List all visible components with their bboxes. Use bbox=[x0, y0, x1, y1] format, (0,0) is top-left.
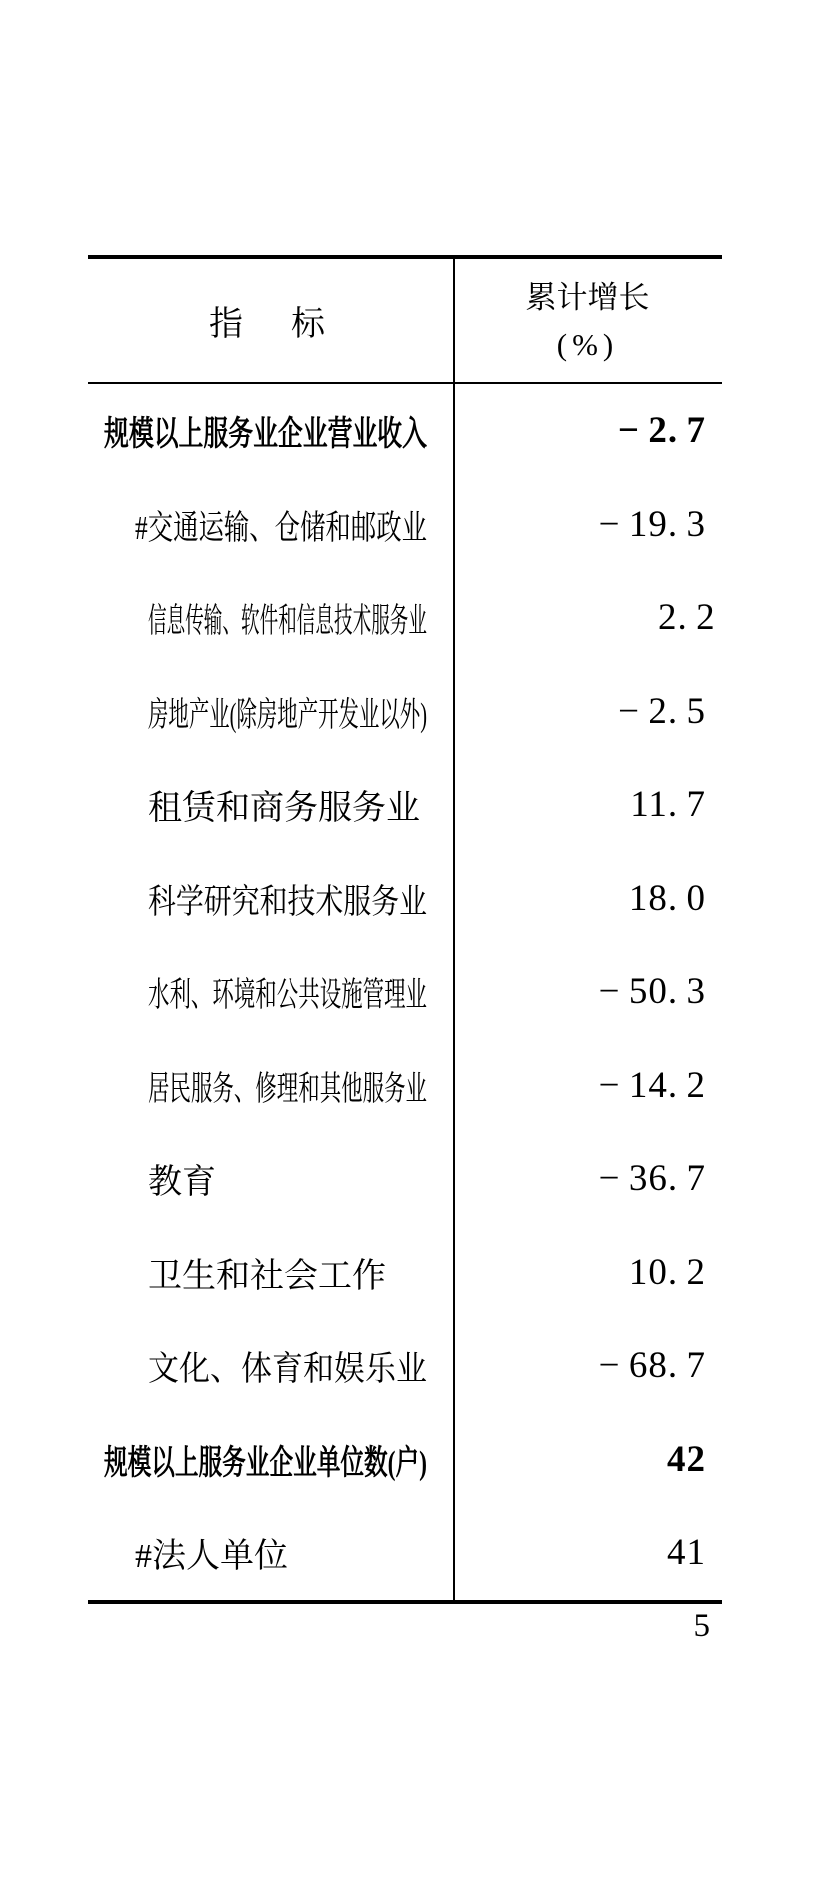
row-value: 41 bbox=[667, 1532, 706, 1574]
row-value: − 50. 3 bbox=[598, 971, 706, 1013]
table-row bbox=[88, 571, 722, 665]
table-row bbox=[88, 1039, 722, 1133]
row-label: 卫生和社会工作 bbox=[148, 1257, 386, 1295]
table-row bbox=[88, 1226, 722, 1320]
row-label: 规模以上服务业企业营业收入 bbox=[104, 416, 427, 454]
row-label: 房地产业(除房地产开发业以外) bbox=[148, 696, 427, 734]
table-header-row bbox=[88, 259, 722, 384]
row-value: 10. 2 bbox=[628, 1251, 706, 1293]
row-label: 文化、体育和娱乐业 bbox=[148, 1351, 427, 1389]
row-label: 居民服务、修理和其他服务业 bbox=[148, 1070, 427, 1108]
row-value: 42 bbox=[667, 1438, 706, 1480]
row-label: 教育 bbox=[148, 1164, 216, 1202]
row-label: 租赁和商务服务业 bbox=[148, 790, 420, 828]
header-growth-unit: (%) bbox=[556, 326, 619, 362]
table-row bbox=[88, 665, 722, 759]
row-value: − 14. 2 bbox=[598, 1064, 706, 1106]
row-value: 2. 2 bbox=[658, 597, 716, 639]
table-body bbox=[88, 384, 722, 1600]
row-value: − 2. 7 bbox=[617, 410, 706, 452]
page-number: 5 bbox=[693, 1608, 710, 1644]
indicator-table bbox=[88, 255, 722, 1604]
header-indicator-label: 指 标 bbox=[209, 306, 332, 343]
table-row bbox=[88, 1506, 722, 1600]
row-value: − 19. 3 bbox=[598, 503, 706, 545]
row-value: − 2. 5 bbox=[618, 690, 706, 732]
table-row bbox=[88, 852, 722, 946]
row-label: #法人单位 bbox=[135, 1538, 288, 1576]
row-value: − 36. 7 bbox=[598, 1158, 706, 1200]
row-label: 科学研究和技术服务业 bbox=[148, 883, 427, 921]
header-growth-label: 累计增长 bbox=[525, 279, 650, 315]
row-label: 水利、环境和公共设施管理业 bbox=[148, 977, 427, 1015]
row-value: 11. 7 bbox=[630, 784, 706, 826]
row-value: − 68. 7 bbox=[598, 1345, 706, 1387]
header-growth-cell bbox=[453, 259, 722, 382]
row-label: #交通运输、仓储和邮政业 bbox=[135, 509, 427, 547]
row-label: 信息传输、软件和信息技术服务业 bbox=[148, 603, 427, 641]
column-divider bbox=[453, 259, 455, 1600]
row-value: 18. 0 bbox=[628, 877, 706, 919]
table-row bbox=[88, 1413, 722, 1507]
table-row bbox=[88, 758, 722, 852]
row-label: 规模以上服务业企业单位数(户) bbox=[104, 1444, 427, 1482]
table-row bbox=[88, 478, 722, 572]
table-row bbox=[88, 945, 722, 1039]
table-row bbox=[88, 384, 722, 478]
table-row bbox=[88, 1132, 722, 1226]
table-row bbox=[88, 1319, 722, 1413]
